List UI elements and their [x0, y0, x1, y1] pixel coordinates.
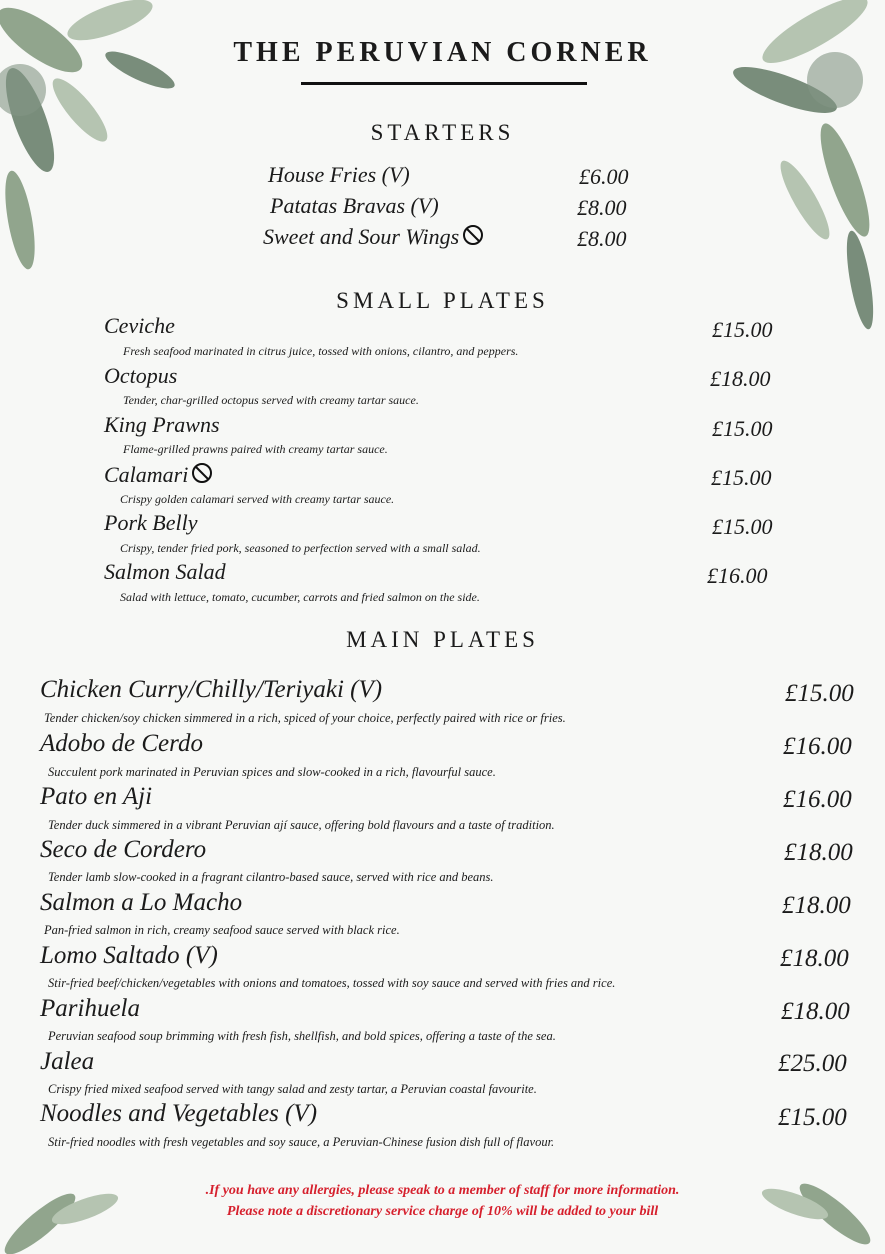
- restaurant-name: THE PERUVIAN CORNER: [233, 37, 652, 68]
- item-price: £18.00: [782, 892, 851, 919]
- item-name: Patatas Bravas (V): [270, 193, 439, 218]
- item-price: £15.00: [712, 317, 773, 342]
- item-name-text: Calamari: [104, 462, 189, 487]
- no-allergen-icon: [463, 225, 483, 245]
- item-name: Salmon Salad: [104, 559, 226, 584]
- item-price: £15.00: [711, 465, 772, 490]
- item-name: Octopus: [104, 363, 178, 388]
- allergy-note: .If you have any allergies, please speak to a member of staff for more information.: [205, 1183, 680, 1198]
- item-description: Fresh seafood marinated in citrus juice, tossed with onions, cilantro, and peppers.: [123, 344, 519, 358]
- item-description: Stir-fried beef/chicken/vegetables with onions and tomatoes, tossed with soy sauce and served with fries and rice.: [48, 976, 616, 990]
- item-name: Noodles and Vegetables (V): [40, 1100, 318, 1127]
- item-price: £15.00: [778, 1104, 847, 1131]
- item-price: £16.00: [783, 733, 852, 760]
- item-name: [263, 224, 483, 250]
- item-name: [104, 462, 212, 488]
- item-name-text: Sweet and Sour Wings: [263, 224, 460, 249]
- item-price: £16.00: [707, 563, 768, 588]
- item-description: Crispy, tender fried pork, seasoned to perfection served with a small salad.: [120, 541, 481, 555]
- item-price: £8.00: [577, 226, 627, 251]
- item-name: Pork Belly: [104, 510, 198, 535]
- item-price: £16.00: [783, 786, 852, 813]
- item-price: £25.00: [778, 1050, 847, 1077]
- item-name: King Prawns: [104, 412, 220, 437]
- item-name: Parihuela: [40, 995, 140, 1022]
- service-charge-note: Please note a discretionary service charge of 10% will be added to your bill: [226, 1204, 659, 1219]
- item-price: £18.00: [780, 945, 849, 972]
- item-name: Adobo de Cerdo: [40, 730, 203, 757]
- item-description: Tender chicken/soy chicken simmered in a rich, spiced of your choice, perfectly paired with rice or fries.: [44, 711, 566, 725]
- item-name: Seco de Cordero: [40, 836, 207, 863]
- item-name: House Fries (V): [268, 162, 410, 187]
- item-description: Tender, char-grilled octopus served with creamy tartar sauce.: [123, 393, 419, 407]
- item-name: Ceviche: [104, 313, 175, 338]
- item-name: Chicken Curry/Chilly/Teriyaki (V): [40, 676, 383, 703]
- starters-heading: STARTERS: [370, 120, 515, 145]
- item-description: Crispy golden calamari served with creamy tartar sauce.: [120, 492, 395, 506]
- item-name: Salmon a Lo Macho: [40, 889, 243, 916]
- item-price: £8.00: [577, 195, 627, 220]
- item-description: Stir-fried noodles with fresh vegetables and soy sauce, a Peruvian-Chinese fusion dish full of flavour.: [48, 1135, 555, 1149]
- title-divider: [301, 82, 587, 85]
- item-name: Pato en Aji: [40, 783, 153, 810]
- item-name: Lomo Saltado (V): [40, 942, 218, 969]
- item-description: Flame-grilled prawns paired with creamy tartar sauce.: [123, 442, 388, 456]
- item-name: Jalea: [40, 1048, 95, 1075]
- item-description: Salad with lettuce, tomato, cucumber, carrots and fried salmon on the side.: [120, 590, 480, 604]
- item-description: Tender lamb slow-cooked in a fragrant cilantro-based sauce, served with rice and beans.: [48, 870, 494, 884]
- item-description: Pan-fried salmon in rich, creamy seafood sauce served with black rice.: [44, 923, 400, 937]
- main-plates-heading: MAIN PLATES: [346, 627, 539, 652]
- item-price: £15.00: [785, 680, 854, 707]
- item-price: £15.00: [712, 416, 773, 441]
- item-description: Tender duck simmered in a vibrant Peruvian ají sauce, offering bold flavours and a taste of tradition.: [48, 818, 555, 832]
- item-description: Succulent pork marinated in Peruvian spices and slow-cooked in a rich, flavourful sauce.: [48, 765, 496, 779]
- item-price: £18.00: [781, 998, 850, 1025]
- item-price: £18.00: [784, 839, 853, 866]
- item-price: £18.00: [710, 366, 771, 391]
- item-price: £6.00: [579, 164, 629, 189]
- item-description: Peruvian seafood soup brimming with fresh fish, shellfish, and bold spices, offering a taste of the sea.: [48, 1029, 556, 1043]
- no-allergen-icon: [192, 463, 212, 483]
- item-price: £15.00: [712, 514, 773, 539]
- small-plates-heading: SMALL PLATES: [336, 288, 549, 313]
- item-description: Crispy fried mixed seafood served with tangy salad and zesty tartar, a Peruvian coastal favourite.: [48, 1082, 537, 1096]
